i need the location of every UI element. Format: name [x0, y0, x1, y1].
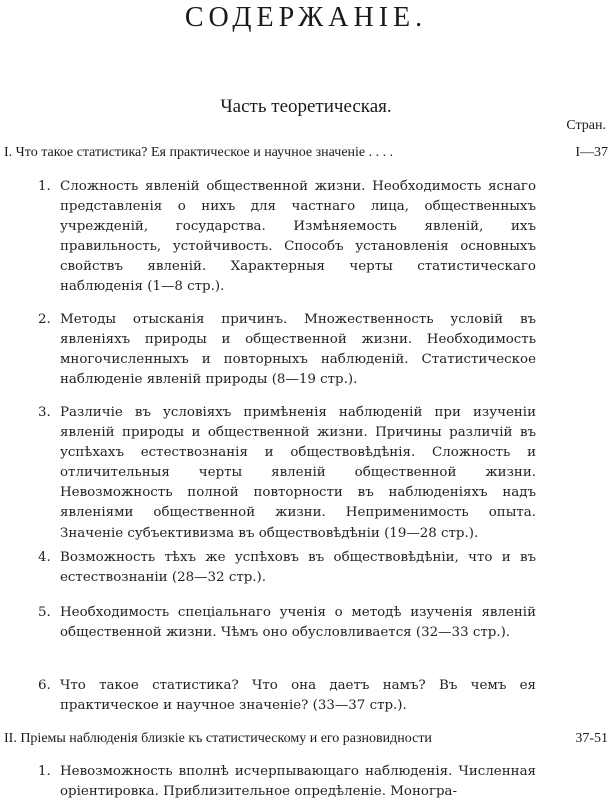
- toc-item: [38, 177, 536, 298]
- page-title: СОДЕРЖАНIЕ.: [184, 2, 428, 33]
- item-number: 2.: [38, 312, 51, 327]
- part-title: Часть теоретическая.: [220, 96, 392, 117]
- toc-item: [38, 403, 536, 544]
- toc-item: [38, 676, 536, 716]
- toc-item: [38, 548, 536, 588]
- item-number: 4.: [38, 550, 51, 565]
- toc-item: [38, 310, 536, 390]
- section-title: II. Прiемы наблюденiя близкiе къ статистическому и его разновидности: [4, 731, 432, 746]
- section-pages: I—37: [575, 145, 608, 160]
- item-text: Различiе въ условiяхъ примѣненiя наблюденiй при изученiи явленiй природы и общественной жизни. Причины различiй въ успѣхахъ естествознанiя и обществовѣдѣнiя. Сложность и отличительныя черты явленiй общественной жизни. Невозможность полной повторности въ наблюденiяхъ надъ явленiями общественной жизни. Неприменимость опыта. Значенiе субъективизма въ обществовѣдѣнiи (19—28 стр.).: [60, 405, 536, 541]
- item-text: Необходимость спецiальнаго ученiя о методѣ изученiя явленiй общественной жизни. Чѣмъ оно обусловливается (32—33 стр.).: [60, 605, 536, 641]
- toc-item: [38, 603, 536, 643]
- item-number: 3.: [38, 405, 51, 420]
- item-text: Возможность тѣхъ же успѣховъ въ обществовѣдѣнiи, что и въ естествознанiи (28—32 стр.).: [60, 550, 536, 586]
- item-number: 6.: [38, 678, 51, 693]
- item-text: Что такое статистика? Что она даетъ намъ? Въ чемъ ея практическое и научное значенiе? (33—37 стр.).: [60, 678, 536, 714]
- item-number: 1.: [38, 764, 51, 779]
- item-text: Методы отысканiя причинъ. Множественность условiй въ явленiяхъ природы и общественной жизни. Необходимость многочисленныхъ и повторныхъ наблюденiй. Статистическое наблюденiе явленiй природы (8—19 стр.).: [60, 312, 536, 388]
- item-text: Невозможность вполнѣ исчерпывающаго наблюденiя. Численная орiентировка. Приблизительное опредѣленiе. Моногра-: [60, 764, 536, 800]
- pages-column-header: Стран.: [566, 118, 606, 133]
- item-number: 5.: [38, 605, 51, 620]
- section-title: I. Что такое статистика? Ея практическое и научное значенiе . . . .: [4, 145, 394, 160]
- section-pages: 37-51: [575, 731, 608, 746]
- item-number: 1.: [38, 179, 51, 194]
- item-text: Сложность явленiй общественной жизни. Необходимость яснаго представленiя о нихъ для частнаго лица, общественныхъ учрежденiй, государства. Измѣняемость явленiй, ихъ правильность, устойчивость. Способъ установленiя основныхъ свойствъ явленiй. Характерныя черты статистическаго наблюденiя (1—8 стр.).: [60, 179, 536, 295]
- toc-item: [38, 762, 536, 802]
